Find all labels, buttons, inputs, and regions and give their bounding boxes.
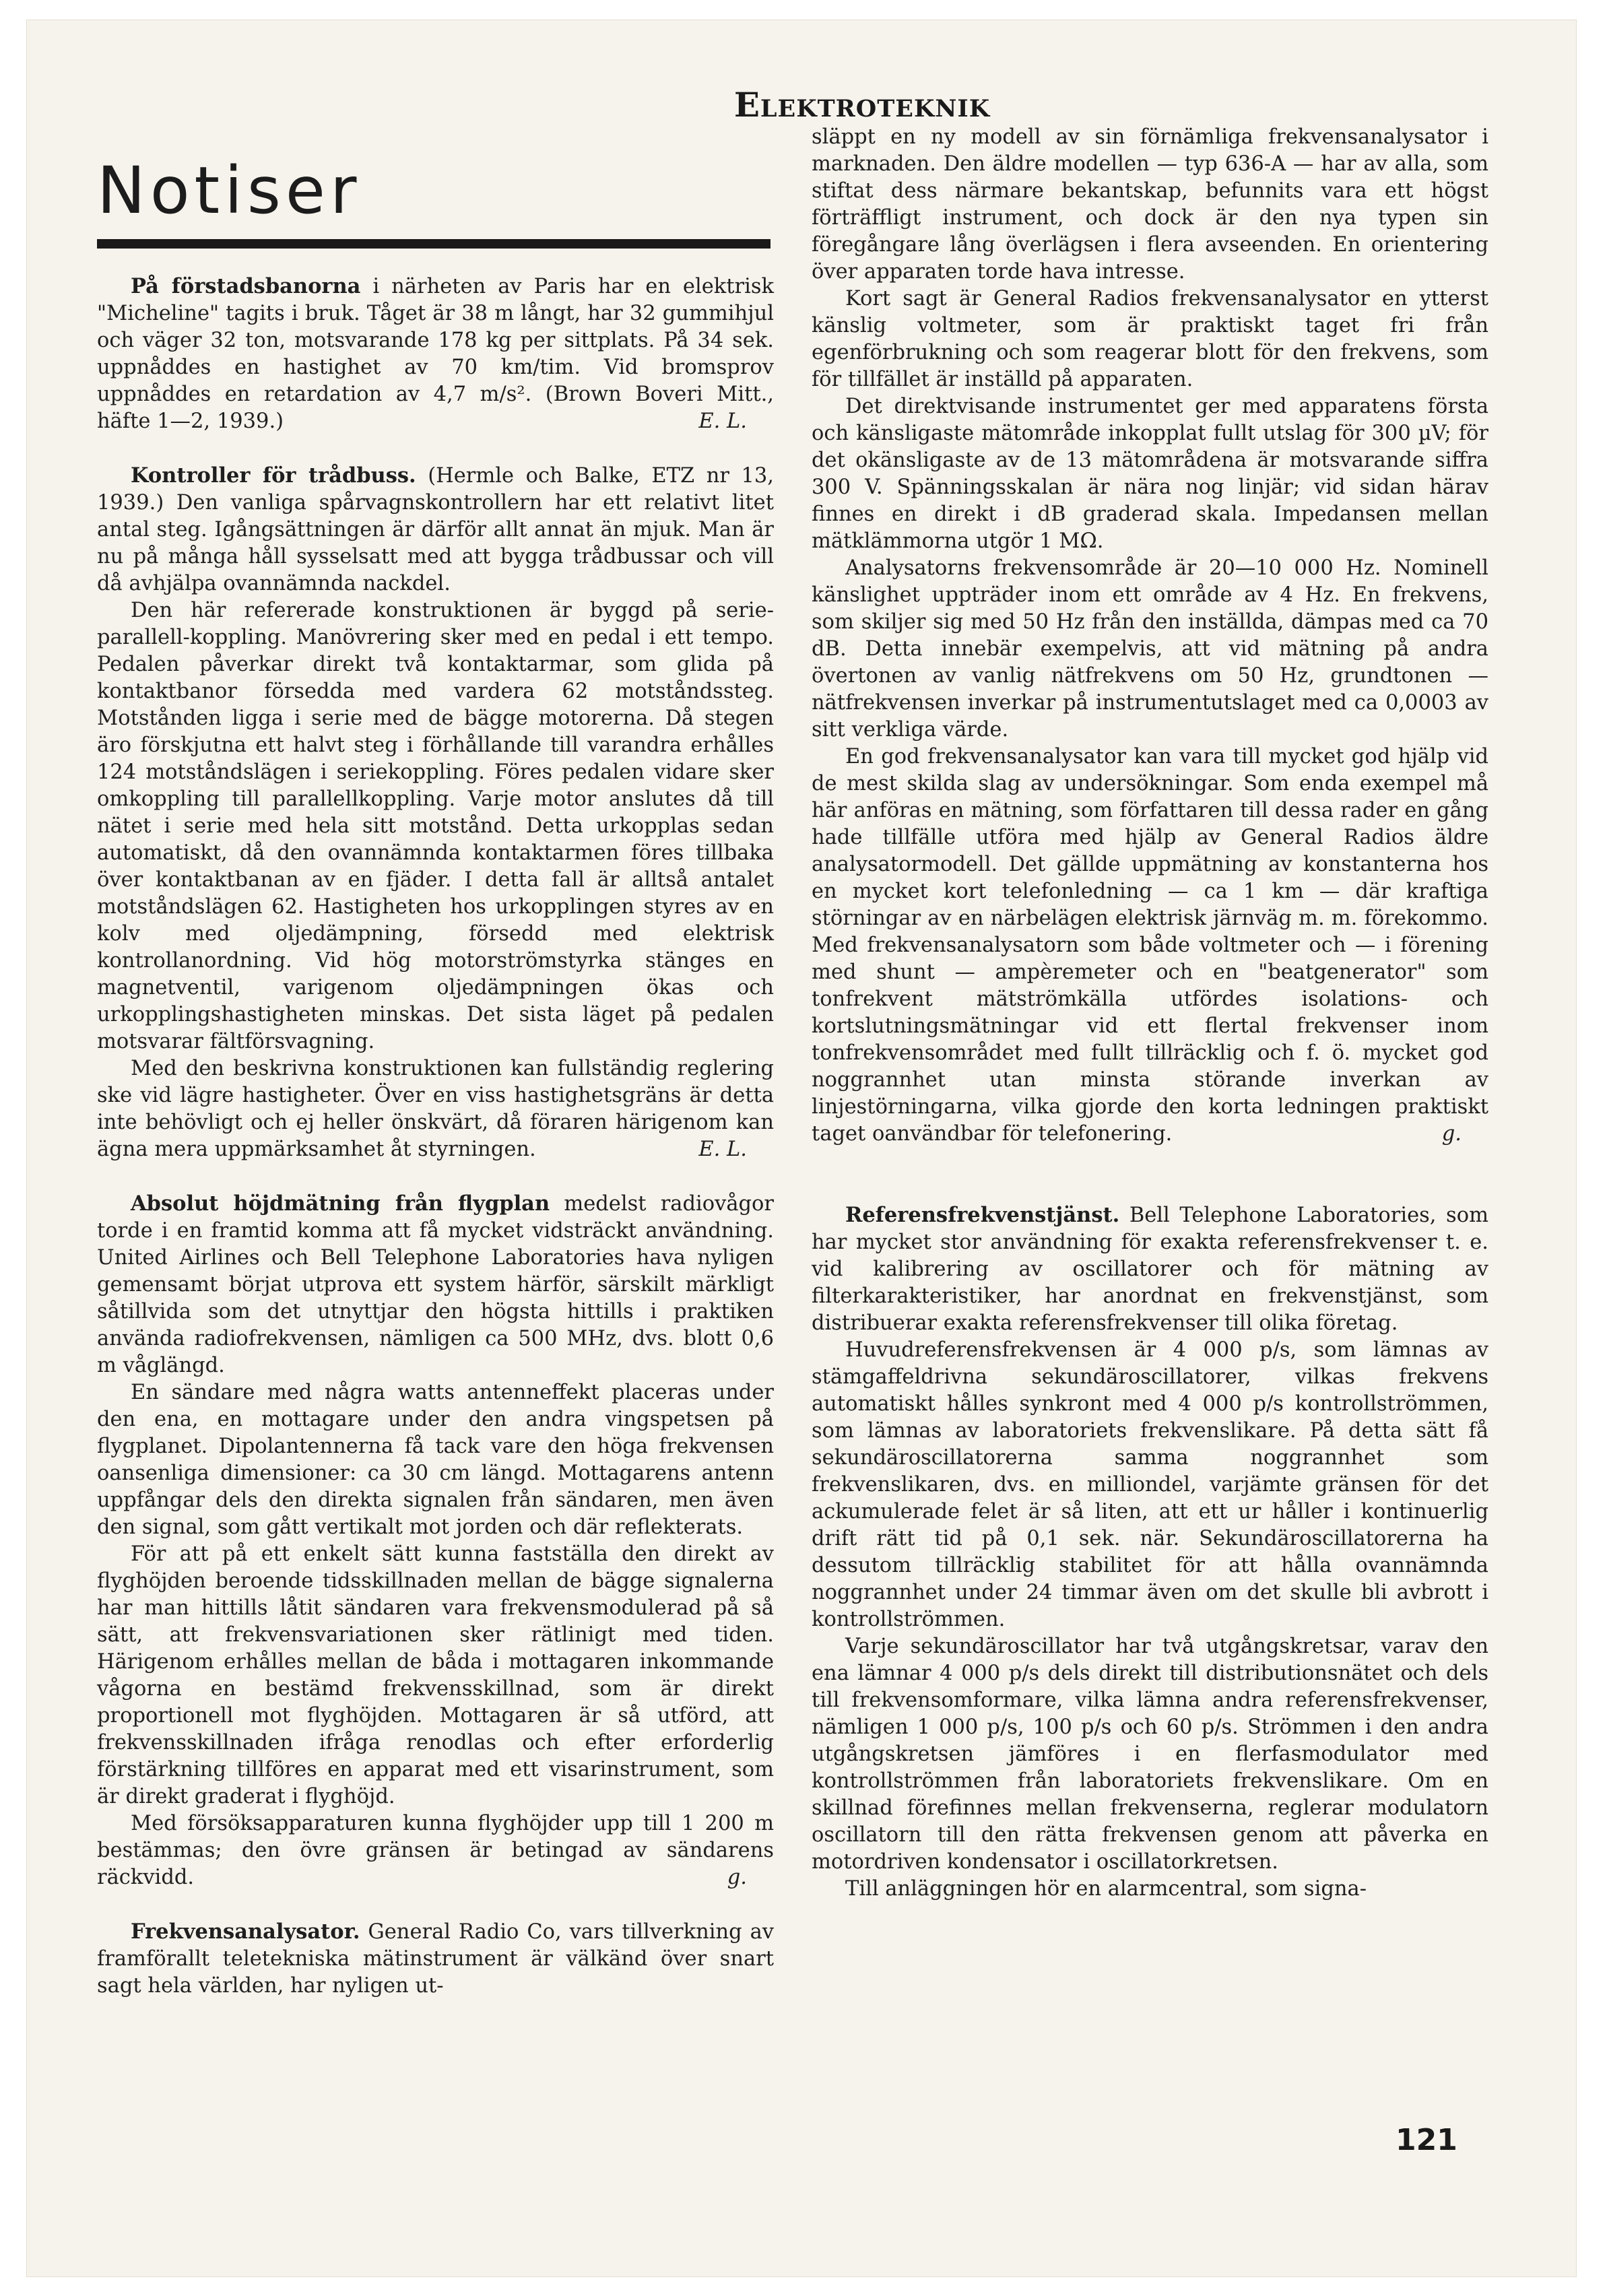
article-paragraph: Till anläggningen hör en alarmcentral, som signa- xyxy=(845,1877,1367,1901)
article-paragraph: Kort sagt är General Radios frekvensanalysator en ytterst känslig voltmeter, som är praktiskt taget fri från egenförbrukning och som reagerar blott för den frekvens, som för tillfället är inställd på apparaten. xyxy=(812,287,1488,391)
article-title: Referensfrekvenstjänst. xyxy=(845,1203,1120,1227)
article-frekvensanalysator-continued xyxy=(812,124,1488,1148)
article-hojdmatning xyxy=(97,1190,774,1891)
article-paragraph: Bell Telephone Laboratories, som har mycket stor användning för exakta referensfrekvenser t. e. vid kalibrering av oscillatorer och för mätning av filterkarakteristiker, har anordnat en frekvenstjänst, som distribuerar exakta referensfrekvenser till olika företag. xyxy=(812,1204,1488,1335)
article-signature: E. L. xyxy=(698,409,747,433)
article-signature: g. xyxy=(1441,1122,1462,1146)
article-signature: g. xyxy=(727,1866,747,1889)
article-paragraph: (Hermle och Balke, ETZ nr 13, 1939.) Den vanliga spårvagnskontrollern har ett relativt litet antal steg. Igångsättningen är därför allt annat än mjuk. Man är nu på många håll sysselsatt med att bygga trådbussar och vill då avhjälpa ovannämnda nackdel. xyxy=(97,464,774,595)
article-paragraph: Varje sekundäroscillator har två utgångskretsar, varav den ena lämnar 4 000 p/s dels direkt till distributionsnätet och dels till frekvensomformare, vilka lämna andra referensfrekvenser, nämligen 1 000 p/s, 100 p/s och 60 p/s. Strömmen i den andra utgångskretsen jämföres i en flerfasmodulator med kontrollströmmen från laboratoriets frekvenslikare. Om en skillnad förefinnes mellan frekvenserna, reglerar modulatorn oscillatorn till den rätta frekvensen genom att påverka en motordriven kondensator i oscillatorkretsen. xyxy=(812,1635,1488,1874)
article-title: Frekvensanalysator. xyxy=(131,1920,360,1944)
left-column xyxy=(97,273,774,2000)
article-forstadsbanorna xyxy=(97,273,774,435)
article-paragraph: Med den beskrivna konstruktionen kan fullständig reglering ske vid lägre hastigheter. Över en viss hastighetsgräns är detta inte behövligt och ej heller önskvärt, då föraren härigenom kan ägna mera uppmärksamhet åt styrningen. xyxy=(97,1057,774,1161)
article-frekvensanalysator xyxy=(97,1918,774,2000)
article-title: På förstadsbanorna xyxy=(131,274,361,298)
journal-page xyxy=(27,20,1576,2276)
article-paragraph: General Radio Co, vars tillverkning av framförallt teletekniska mätinstrument är välkänd över snart sagt hela världen, har nyligen ut- xyxy=(97,1920,774,1998)
section-title: Elektroteknik xyxy=(733,85,991,125)
article-paragraph: medelst radiovågor torde i en framtid komma att få mycket vidsträckt användning. United Airlines och Bell Telephone Laboratories hava nyligen gemensamt börjat utprova ett system härför, särskilt märkligt såtillvida som det utnyttjar den högsta hittills i praktiken använda radiofrekvensen, nämligen ca 500 MHz, dvs. blott 0,6 m våglängd. xyxy=(97,1192,774,1377)
article-paragraph: För att på ett enkelt sätt kunna fastställa den direkt av flyghöjden beroende tidsskillnaden mellan de bägge signalerna har man hittills låtit sändaren vara frekvensmodulerad på så sätt, att frekvensvariationen sker rätlinigt med tiden. Härigenom erhålles mellan de båda i mottagaren inkommande vågorna en bestämd frekvensskillnad, som är direkt proportionell mot flyghöjden. Mottagaren är så utförd, att frekvensskillnaden ifråga renodlas och efter erforderlig förstärkning tillföres en apparat med ett visarinstrument, som är direkt graderat i flyghöjd. xyxy=(97,1542,774,1808)
page-heading: Notiser xyxy=(97,153,362,228)
article-paragraph: Det direktvisande instrumentet ger med apparatens första och känsligaste mätområde inkopplat fullt utslag för 300 µV; för det okänsligaste av de 13 mätområdena är motsvarande siffra 300 V. Spänningsskalan är nära nog linjär; vid sidan härav finnes en direkt i dB graderad skala. Impedansen mellan mätklämmorna utgör 1 MΩ. xyxy=(812,395,1488,553)
right-column xyxy=(812,124,1488,1903)
article-paragraph: släppt en ny modell av sin förnämliga frekvensanalysator i marknaden. Den äldre modellen — typ 636-A — har av alla, som stiftat dess närmare bekantskap, befunnits vara ett högst förträffligt instrument, och dock är den nya typen sin föregångare lång överlägsen i flera avseenden. En orientering över apparaten torde hava intresse. xyxy=(812,125,1488,284)
article-paragraph: En sändare med några watts antenneffekt placeras under den ena, en mottagare under den andra vingspetsen på flygplanet. Dipolantennerna få tack vare den höga frekvensen oansenliga dimensioner: ca 30 cm längd. Mottagarens antenn uppfångar dels den direkta signalen från sändaren, men även den signal, som gått vertikalt mot jorden och där reflekterats. xyxy=(97,1381,774,1539)
article-paragraph: Den här refererade konstruktionen är byggd på serie-parallell-koppling. Manövrering sker med en pedal i ett tempo. Pedalen påverkar direkt två kontaktarmar, som glida på kontaktbanor försedda med vardera 62 motståndssteg. Motstånden ligga i serie med de bägge motorerna. Då stegen äro förskjutna ett halvt steg i förhållande till varandra erhålles 124 motståndslägen i seriekoppling. Föres pedalen vidare sker omkoppling till parallellkoppling. Varje motor anslutes då till nätet i serie med hela sitt motstånd. Detta urkopplas sedan automatiskt, då den ovannämnda kontaktarmen föres tillbaka över kontaktbanan av en fjäder. I detta fall är alltså antalet motståndslägen 62. Hastigheten hos urkopplingen styres av en kolv med oljedämpning, försedd med elektrisk kontrollanordning. Vid hög motorströmstyrka stänges en magnetventil, varigenom oljedämpningen ökas och urkopplingshastigheten minskas. Det sista läget på pedalen motsvarar fältförsvagning. xyxy=(97,599,774,1053)
article-title: Kontroller för trådbuss. xyxy=(131,463,416,488)
article-title: Absolut höjdmätning från flygplan xyxy=(131,1191,550,1216)
heading-rule xyxy=(97,239,770,249)
article-paragraph: Analysatorns frekvensområde är 20—10 000 Hz. Nominell känslighet uppträder inom ett område av 4 Hz. En frekvens, som skiljer sig med 50 Hz från den inställda, dämpas med ca 70 dB. Detta innebär exempelvis, att vid mätning på andra övertonen av vanlig nätfrekvens om 50 Hz, grundtonen — nätfrekvensen inverkar på instrumentutslaget med ca 0,0003 av sitt verkliga värde. xyxy=(812,556,1488,742)
article-kontroller-tradbuss xyxy=(97,462,774,1163)
article-text: i närheten av Paris har en elektrisk "Micheline" tagits i bruk. Tåget är 38 m långt, har 32 gummihjul och väger 32 ton, motsvarande 178 kg per sittplats. På 34 sek. uppnåddes en hastighet av 70 km/tim. Vid bromsprov uppnåddes en retardation av 4,7 m/s². (Brown Boveri Mitt., häfte 1—2, 1939.) xyxy=(97,275,774,433)
page-number: 121 xyxy=(1396,2123,1457,2157)
article-paragraph: En god frekvensanalysator kan vara till mycket god hjälp vid de mest skilda slag av undersökningar. Som enda exempel må här anföras en mätning, som författaren till dessa rader en gång hade tillfälle utföra med hjälp av General Radios äldre analysatormodell. Det gällde uppmätning av konstanterna hos en mycket kort telefonledning — ca 1 km — där kraftiga störningar av en närbelägen elektrisk järnväg m. m. förekommo. Med frekvensanalysatorn som både voltmeter och — i förening med shunt — ampèremeter och en "beatgenerator" som tonfrekvent mätströmkälla utfördes isolations- och kortslutningsmätningar vid ett flertal frekvenser inom tonfrekvensområdet med fullt tillräcklig och f. ö. mycket god noggrannhet utan minsta störande inverkan av linjestörningarna, vilka gjorde den korta ledningen praktiskt taget oanvändbar för telefonering. xyxy=(812,745,1488,1146)
article-signature: E. L. xyxy=(698,1138,747,1161)
article-referensfrekvenstjanst xyxy=(812,1202,1488,1903)
article-paragraph: Huvudreferensfrekvensen är 4 000 p/s, som lämnas av stämgaffeldrivna sekundäroscillatorer, vilkas frekvens automatiskt hålles synkront med 4 000 p/s kontrollströmmen, som lämnas av laboratoriets frekvenslikare. På detta sätt få sekundäroscillatorerna samma noggrannhet som frekvenslikaren, dvs. en milliondel, varjämte gränsen för det ackumulerade felet är så liten, att ett ur håller i kontinuerlig drift rätt tid på 0,1 sek. när. Sekundäroscillatorerna ha dessutom tillräcklig stabilitet för att hålla ovannämnda noggrannhet under 24 timmar även om det skulle bli avbrott i kontrollströmmen. xyxy=(812,1338,1488,1631)
article-paragraph: Med försöksapparaturen kunna flyghöjder upp till 1 200 m bestämmas; den övre gränsen är betingad av sändarens räckvidd. xyxy=(97,1812,774,1889)
